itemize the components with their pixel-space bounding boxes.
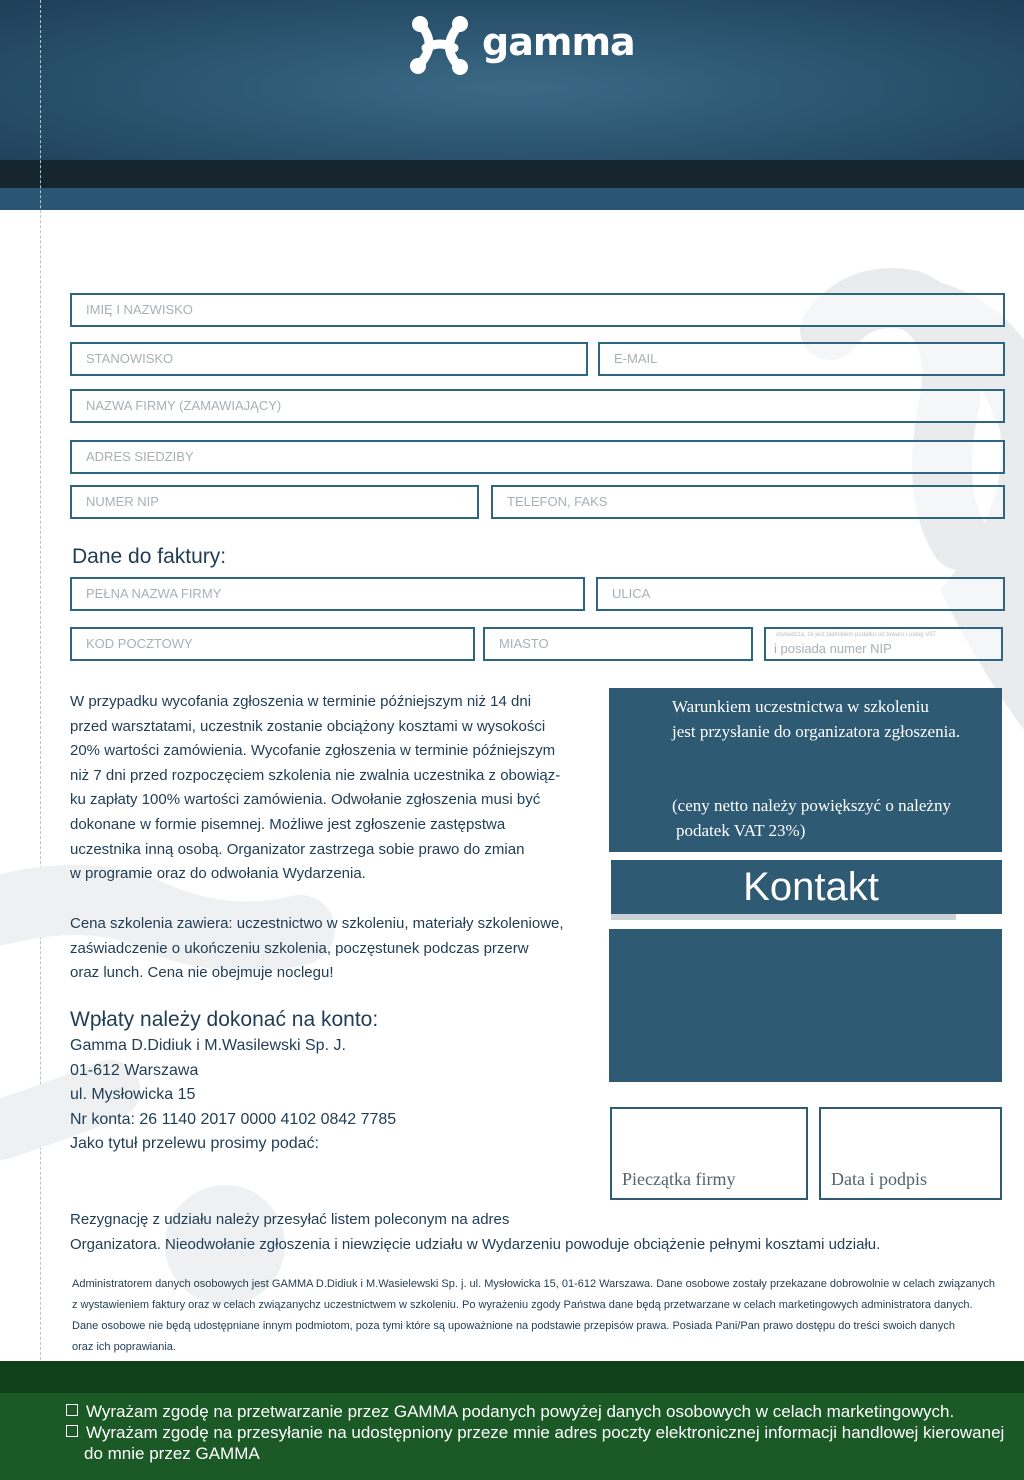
- participation-info-box: [609, 688, 1002, 852]
- date-signature-box[interactable]: [819, 1107, 1002, 1200]
- contact-box: [609, 929, 1002, 1082]
- invoice-heading: Dane do faktury:: [72, 545, 227, 568]
- privacy-line: oraz ich poprawiania.: [72, 1341, 176, 1353]
- address-field[interactable]: ADRES SIEDZIBY: [70, 440, 1005, 474]
- email-consent-label: Wyrażam zgodę na przesyłanie na udostępniony przeze mnie adres poczty elektronicznej informacji handlowej kierowanej: [86, 1423, 1005, 1442]
- postal-code-field[interactable]: KOD POCZTOWY: [70, 627, 475, 661]
- terms-line: 20% wartości zamówienia. Wycofanie zgłoszenia w terminie późniejszym: [70, 742, 556, 760]
- position-field[interactable]: STANOWISKO: [70, 342, 588, 376]
- info-line: Warunkiem uczestnictwa w szkoleniu: [672, 697, 929, 716]
- email-consent-checkbox[interactable]: [66, 1425, 78, 1437]
- resignation-line: Rezygnację z udziału należy przesyłać listem poleconym na adres: [70, 1211, 510, 1228]
- contact-label: Kontakt: [743, 865, 879, 909]
- resignation-line: Organizatora. Nieodwołanie zgłoszenia i niewzięcie udziału w Wydarzeniu powoduje obciążenie pełnymi kosztami udziału.: [70, 1235, 881, 1253]
- header-dark-band: [0, 160, 1024, 188]
- terms-line: dokonane w formie pisemnej. Możliwe jest zgłoszenie zastępstwa: [70, 815, 506, 833]
- email-consent-continued: do mnie przez GAMMA: [84, 1444, 260, 1463]
- contact-header: [611, 860, 1002, 914]
- date-signature-label: Data i podpis: [831, 1169, 927, 1189]
- marketing-consent-checkbox[interactable]: [66, 1404, 78, 1416]
- vat-nip-label: i posiada numer NIP: [774, 641, 892, 656]
- header-strip: [0, 188, 1024, 210]
- payment-line: Jako tytuł przelewu prosimy podać:: [70, 1135, 319, 1152]
- email-consent[interactable]: [66, 1422, 1004, 1443]
- payment-line: 01-612 Warszawa: [70, 1062, 199, 1079]
- city-field[interactable]: MIASTO: [483, 627, 753, 661]
- marketing-consent-label: Wyrażam zgodę na przetwarzanie przez GAMMA podanych powyżej danych osobowych w celach marketingowych.: [86, 1402, 955, 1421]
- info-line: jest przysłanie do organizatora zgłoszenia.: [672, 722, 961, 741]
- terms-line: uczestnika inną osobą. Organizator zastrzega sobie prawo do zmian: [70, 840, 525, 858]
- payment-heading: Wpłaty należy dokonać na konto:: [70, 1008, 379, 1031]
- contact-underline: [611, 914, 956, 920]
- privacy-line: Dane osobowe nie będą udostępniane innym podmiotom, poza tymi które są upoważnione na podstawie przepisów prawa. Posiada Pani/Pan prawo dostępu do treści swoich danych: [72, 1320, 955, 1332]
- email-field[interactable]: E-MAIL: [598, 342, 1005, 376]
- terms-line: przed warsztatami, uczestnik zostanie obciążony kosztami w wysokości: [70, 717, 546, 735]
- consent-footer: [0, 1361, 1024, 1480]
- nip-field[interactable]: NUMER NIP: [70, 485, 479, 519]
- logo-wordmark: gamma: [482, 20, 635, 64]
- price-line: Cena szkolenia zawiera: uczestnictwo w szkoleniu, materiały szkoleniowe,: [70, 915, 564, 932]
- marketing-consent[interactable]: [66, 1401, 954, 1422]
- price-line: oraz lunch. Cena nie obejmuje noclegu!: [70, 964, 334, 982]
- gamma-logo-icon: [404, 10, 474, 80]
- payment-line: ul. Mysłowicka 15: [70, 1086, 196, 1103]
- full-company-name-field[interactable]: PEŁNA NAZWA FIRMY: [70, 577, 585, 611]
- terms-line: niż 7 dni przed rozpoczęciem szkolenia nie zwalnia uczestnika z obowiąz-: [70, 766, 561, 784]
- price-includes: [70, 912, 564, 986]
- price-line: zaświadczenie o ukończeniu szkolenia, poczęstunek podczas przerw: [70, 939, 529, 957]
- company-name-field[interactable]: NAZWA FIRMY (ZAMAWIAJĄCY): [70, 389, 1005, 423]
- street-field[interactable]: ULICA: [596, 577, 1005, 611]
- account-number: Nr konta: 26 1140 2017 0000 4102 0842 7785: [70, 1111, 397, 1128]
- info-line: (ceny netto należy powiększyć o należny: [672, 796, 951, 815]
- stamp-label: Pieczątka firmy: [622, 1169, 736, 1189]
- full-name-field[interactable]: IMIĘ I NAZWISKO: [70, 293, 1005, 327]
- privacy-line: z wystawieniem faktury oraz w celach związanychz uczestnictwem w szkoleniu. Po wyrażeniu zgody Państwa dane będą przetwarzane w celach marketingowych administratora danych.: [72, 1299, 973, 1311]
- vat-note: oświadcza, że jest płatnikiem podatku od towaru i usług VAT: [776, 632, 936, 638]
- resignation-text: [70, 1208, 880, 1257]
- company-stamp-box[interactable]: [610, 1107, 808, 1200]
- terms-line: W przypadku wycofania zgłoszenia w terminie późniejszym niż 14 dni: [70, 693, 532, 710]
- phone-fax-field[interactable]: TELEFON, FAKS: [491, 485, 1005, 519]
- terms-line: ku zapłaty 100% wartości zamówienia. Odwołanie zgłoszenia musi być: [70, 791, 541, 809]
- terms-line: w programie oraz do odwołania Wydarzenia.: [70, 865, 366, 883]
- privacy-line: Administratorem danych osobowych jest GAMMA D.Didiuk i M.Wasielewski Sp. j. ul. Mysłowicka 15, 01-612 Warszawa. Dane osobowe zostały przekazane dobrowolnie w celach związanych: [72, 1278, 995, 1290]
- gamma-logo: [404, 10, 644, 80]
- payment-line: Gamma D.Didiuk i M.Wasilewski Sp. J.: [70, 1037, 346, 1054]
- footer-dark-band: [0, 1361, 1024, 1393]
- withdrawal-terms: [70, 690, 560, 887]
- privacy-notice: [72, 1274, 1012, 1358]
- info-line: podatek VAT 23%): [676, 821, 806, 840]
- vat-nip-field[interactable]: [764, 627, 1003, 661]
